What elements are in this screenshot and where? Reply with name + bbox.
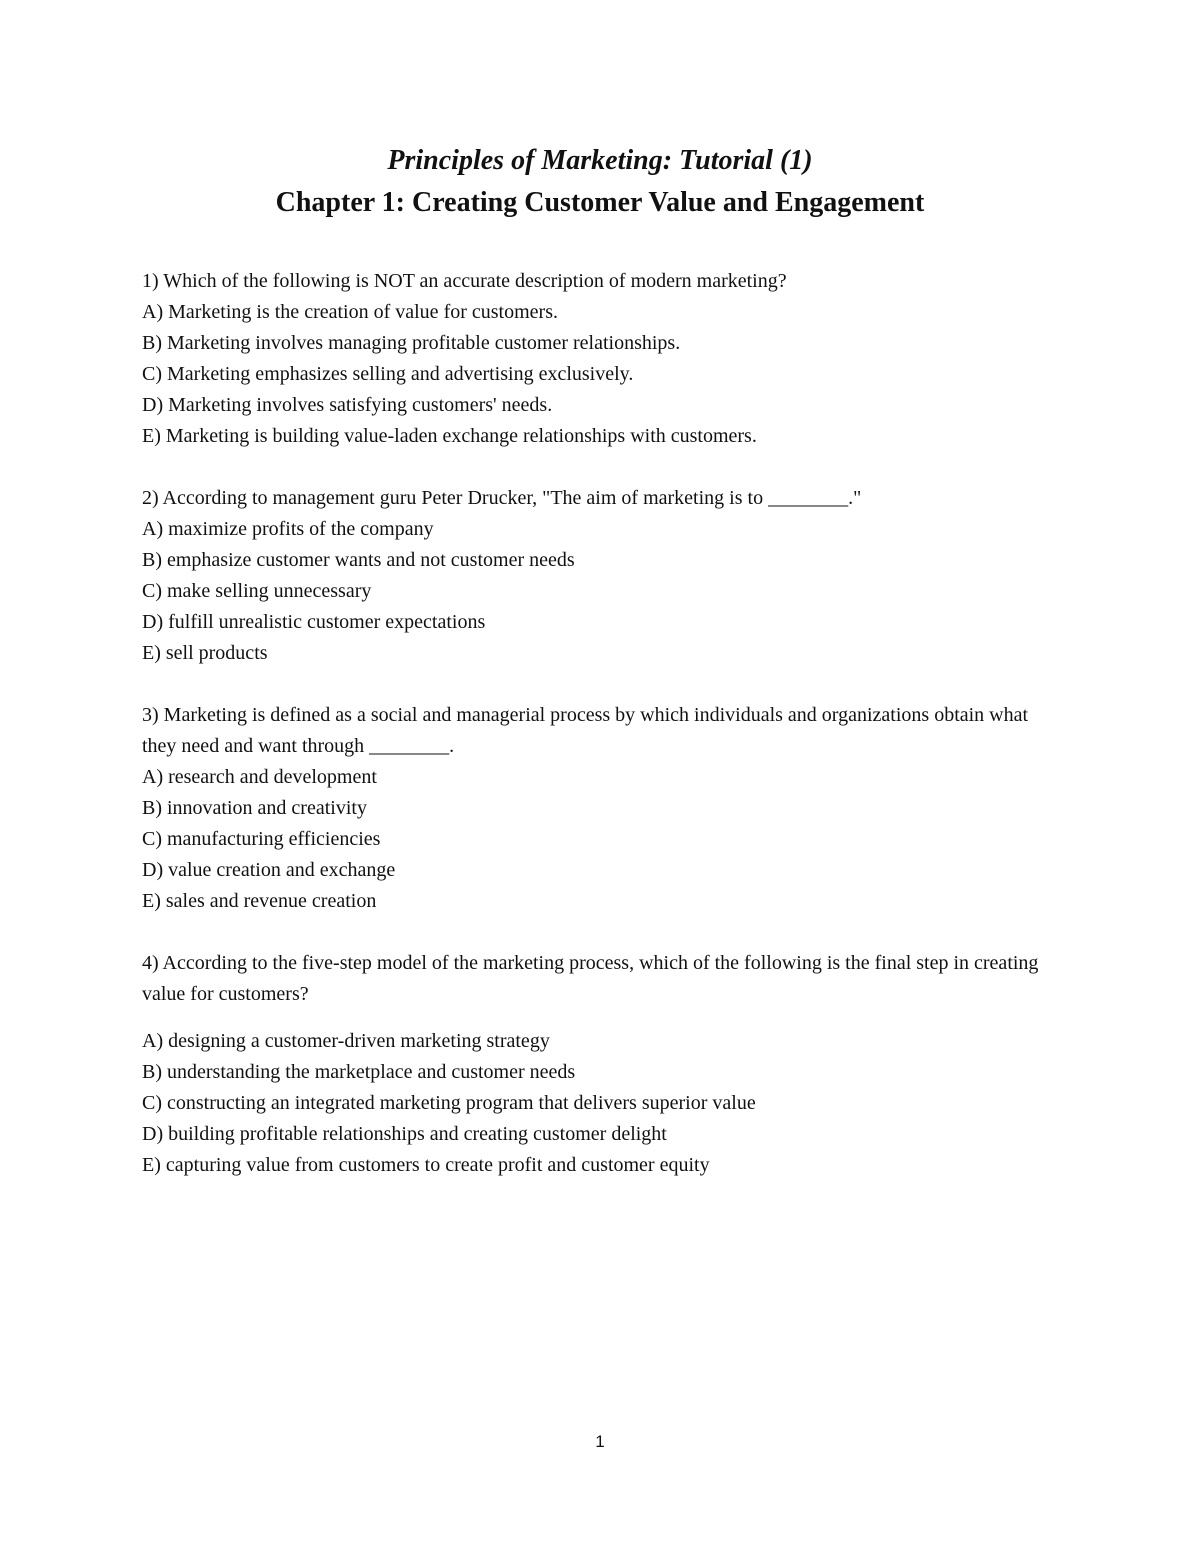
answer-option: C) Marketing emphasizes selling and advertising exclusively. xyxy=(142,363,634,385)
answer-option: D) building profitable relationships and creating customer delight xyxy=(142,1123,667,1145)
question-1 xyxy=(142,266,1062,452)
answer-option: B) understanding the marketplace and customer needs xyxy=(142,1061,576,1083)
spacer xyxy=(142,1010,1062,1026)
answer-option: E) Marketing is building value-laden exchange relationships with customers. xyxy=(142,425,757,447)
question-4 xyxy=(142,948,1062,1181)
question-stem: 2) According to management guru Peter Drucker, "The aim of marketing is to ________." xyxy=(142,487,862,509)
question-stem: 1) Which of the following is NOT an accurate description of modern marketing? xyxy=(142,270,787,292)
answer-option: D) Marketing involves satisfying customers' needs. xyxy=(142,394,553,416)
spacer xyxy=(142,917,1062,948)
answer-option: D) fulfill unrealistic customer expectations xyxy=(142,611,486,633)
spacer xyxy=(142,452,1062,483)
answer-options xyxy=(142,514,1062,669)
answer-options xyxy=(142,1026,1062,1181)
answer-option: B) Marketing involves managing profitable customer relationships. xyxy=(142,332,681,354)
answer-option: A) maximize profits of the company xyxy=(142,518,434,540)
question-list xyxy=(142,266,1062,1181)
answer-option: E) sell products xyxy=(142,642,268,664)
answer-option: B) emphasize customer wants and not customer needs xyxy=(142,549,575,571)
answer-option: A) Marketing is the creation of value for customers. xyxy=(142,301,558,323)
answer-option: A) designing a customer-driven marketing strategy xyxy=(142,1030,550,1052)
answer-options xyxy=(142,762,1062,917)
page-number: 1 xyxy=(595,1432,605,1451)
answer-option: D) value creation and exchange xyxy=(142,859,396,881)
question-stem: 4) According to the five-step model of the marketing process, which of the following is the final step in creating value for customers? xyxy=(142,952,1039,1005)
answer-option: A) research and development xyxy=(142,766,377,788)
answer-option: C) manufacturing efficiencies xyxy=(142,828,381,850)
answer-option: E) sales and revenue creation xyxy=(142,890,377,912)
answer-option: C) make selling unnecessary xyxy=(142,580,372,602)
title-block xyxy=(0,140,1200,224)
answer-option: E) capturing value from customers to create profit and customer equity xyxy=(142,1154,710,1176)
answer-options xyxy=(142,297,1062,452)
question-3 xyxy=(142,700,1062,917)
document-title: Principles of Marketing: Tutorial (1) xyxy=(387,145,813,176)
chapter-title: Chapter 1: Creating Customer Value and Engagement xyxy=(275,187,925,218)
spacer xyxy=(142,669,1062,700)
question-2 xyxy=(142,483,1062,669)
question-stem: 3) Marketing is defined as a social and managerial process by which individuals and organizations obtain what they need and want through ________. xyxy=(142,704,1029,757)
answer-option: C) constructing an integrated marketing program that delivers superior value xyxy=(142,1092,756,1114)
answer-option: B) innovation and creativity xyxy=(142,797,367,819)
